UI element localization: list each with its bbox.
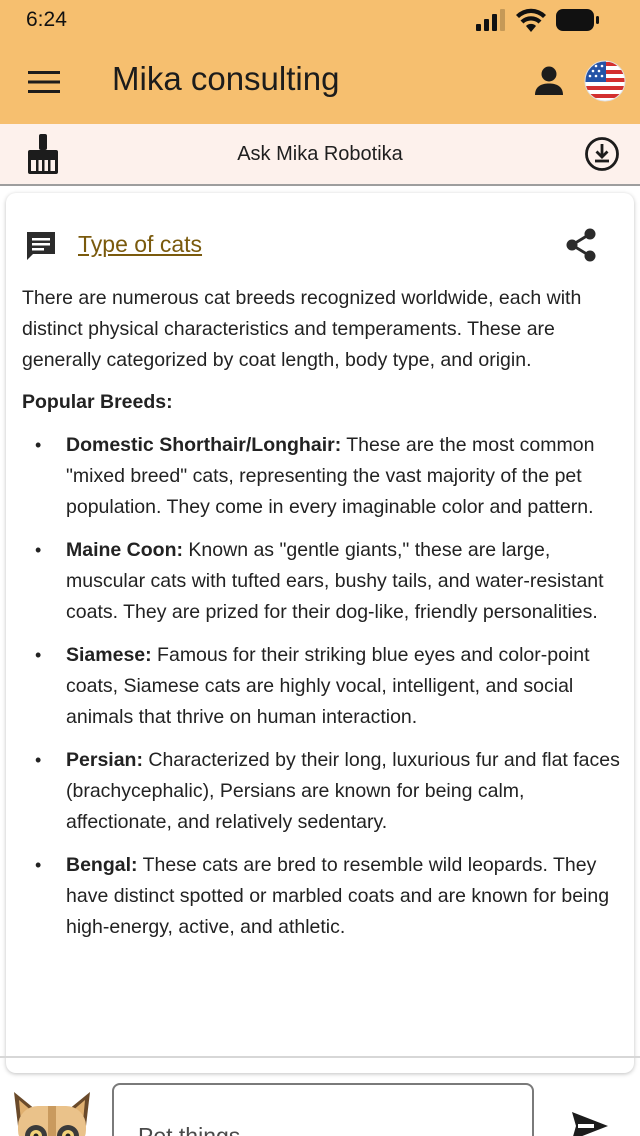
breed-name: Maine Coon: bbox=[66, 539, 183, 561]
signal-icon bbox=[476, 9, 506, 31]
bottom-divider bbox=[0, 1056, 640, 1058]
list-item bbox=[22, 535, 622, 628]
intro-paragraph: There are numerous cat breeds recognized worldwide, each with distinct physical characteristics and temperaments. These are generally categorized by coat length, body type, and origin. bbox=[22, 287, 582, 371]
breed-name: Persian: bbox=[66, 749, 143, 771]
wifi-icon bbox=[516, 8, 546, 32]
menu-icon[interactable] bbox=[28, 68, 60, 96]
sub-header bbox=[0, 124, 640, 186]
section-heading: Popular Breeds: bbox=[22, 391, 173, 413]
sub-header-title: Ask Mika Robotika bbox=[237, 143, 403, 165]
status-time: 6:24 bbox=[26, 8, 67, 31]
account-icon[interactable] bbox=[532, 64, 566, 98]
chat-input[interactable] bbox=[112, 1083, 534, 1136]
app-bar bbox=[0, 40, 640, 124]
status-icons bbox=[476, 8, 600, 32]
status-bar bbox=[0, 0, 640, 40]
breed-name: Siamese: bbox=[66, 644, 152, 666]
breed-text: Known as "gentle giants," these are large, muscular cats with tufted ears, bushy tails, and water-resistant coats. They are prized for their dog-like, friendly personalities. bbox=[66, 539, 604, 623]
list-item bbox=[22, 430, 622, 523]
breed-text: These cats are bred to resemble wild leopards. They have distinct spotted or marbled coats and are known for being high-energy, active, and athletic. bbox=[66, 854, 610, 938]
breed-name: Domestic Shorthair/Longhair: bbox=[66, 434, 342, 456]
download-icon[interactable] bbox=[584, 136, 620, 172]
card-body bbox=[22, 283, 622, 955]
battery-icon bbox=[556, 9, 600, 31]
card-title-link[interactable]: Type of cats bbox=[78, 231, 203, 257]
us-flag-icon[interactable] bbox=[584, 60, 626, 102]
breed-text: Characterized by their long, luxurious fur and flat faces (brachycephalic), Persians are known for being calm, affectionate, and relatively sedentary. bbox=[66, 749, 620, 833]
breed-text: Famous for their striking blue eyes and color-point coats, Siamese cats are highly vocal, intelligent, and social animals that thrive on human interaction. bbox=[66, 644, 590, 728]
list-item bbox=[22, 850, 622, 943]
robot-cat-avatar[interactable] bbox=[10, 1086, 94, 1136]
chat-icon bbox=[24, 229, 58, 263]
share-icon[interactable] bbox=[564, 227, 598, 263]
answer-card bbox=[6, 193, 634, 1073]
app-title: Mika consulting bbox=[112, 60, 340, 97]
breed-list bbox=[22, 430, 622, 943]
breed-name: Bengal: bbox=[66, 854, 138, 876]
list-item bbox=[22, 745, 622, 838]
breed-text: These are the most common "mixed breed" cats, representing the vast majority of the pet population. They come in every imaginable color and pattern. bbox=[66, 434, 595, 518]
list-item bbox=[22, 640, 622, 733]
send-icon[interactable] bbox=[570, 1108, 610, 1136]
